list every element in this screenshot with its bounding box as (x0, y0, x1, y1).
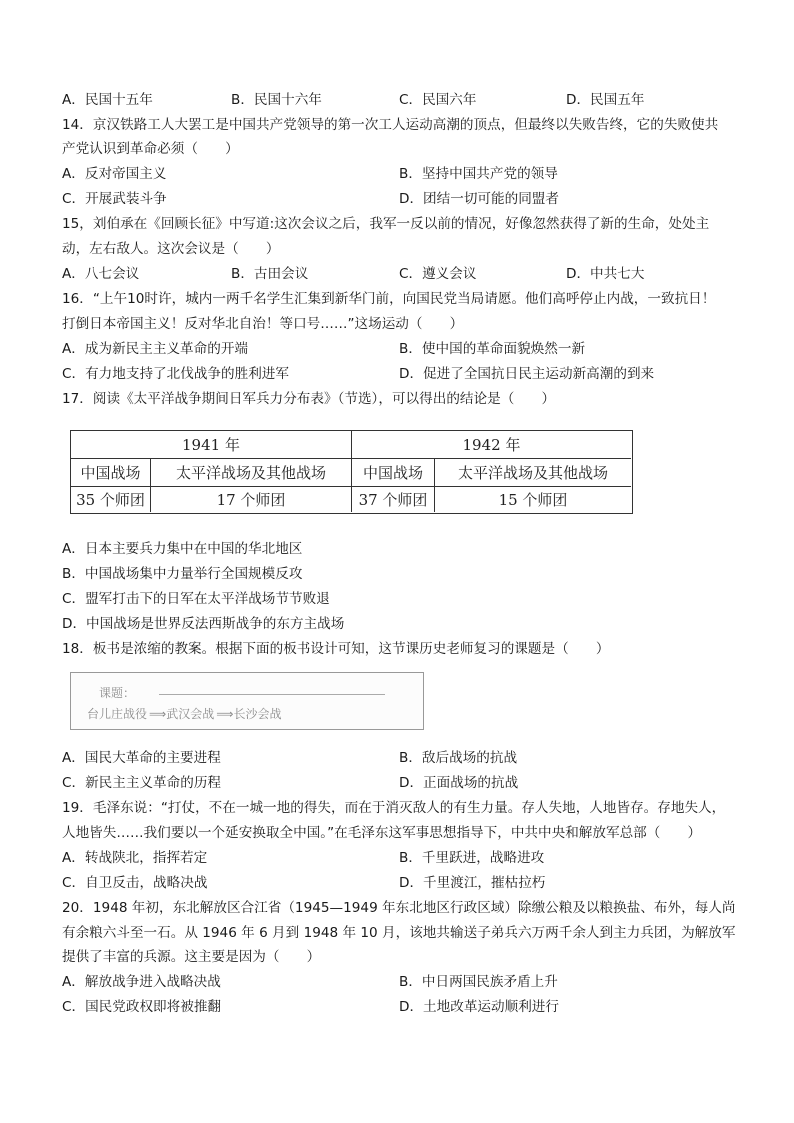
table-value-pacific-1941: 17 个师团 (151, 487, 352, 512)
q14-option-d: D．团结一切可能的同盟者 (399, 191, 559, 207)
table-value-china-1942: 37 个师团 (352, 487, 435, 512)
q17-option-d: D．中国战场是世界反法西斯战争的东方主战场 (62, 616, 345, 632)
q13-option-d: D．民国五年 (566, 92, 645, 108)
q15-option-d: D．中共七大 (566, 266, 645, 282)
board-title-blank (159, 694, 385, 695)
q19-option-b: B．千里跃进，战略进攻 (399, 850, 545, 866)
board-item-changsha: 长沙会战 (233, 707, 282, 721)
q20-stem-line2: 有余粮六斗至一石。从 1946 年 6 月到 1948 年 10 月，该地共输送子弟兵六万两千余人到主力兵团，为解放军 (62, 925, 736, 941)
arrow-icon: ⟹ (149, 707, 165, 721)
q14-option-c: C．开展武装斗争 (62, 191, 167, 207)
q16-option-c: C．有力地支持了北伐战争的胜利进军 (62, 366, 289, 382)
q13-option-a: A．民国十五年 (62, 92, 153, 108)
q17-option-c: C．盟军打击下的日军在太平洋战场节节败退 (62, 591, 330, 607)
q19-option-c: C．自卫反击，战略决战 (62, 875, 208, 891)
arrow-icon: ⟹ (216, 707, 232, 721)
q14-option-a: A．反对帝国主义 (62, 166, 167, 182)
q16-option-b: B．使中国的革命面貌焕然一新 (399, 341, 586, 357)
q16-stem-line1: 16．“上午10时许，城内一两千名学生汇集到新华门前，向国民党当局请愿。他们高呼停止内战，一致抗日！ (62, 291, 716, 307)
q16-option-a: A．成为新民主主义革命的开端 (62, 341, 249, 357)
q17-option-a: A．日本主要兵力集中在中国的华北地区 (62, 541, 303, 557)
q18-option-d: D．正面战场的抗战 (399, 775, 519, 791)
table-header-pacific-1941: 太平洋战场及其他战场 (151, 459, 352, 487)
board-sequence (87, 705, 281, 722)
q20-option-c: C．国民党政权即将被推翻 (62, 999, 222, 1015)
table-value-pacific-1942: 15 个师团 (498, 491, 568, 509)
q13-option-b: B．民国十六年 (231, 92, 322, 108)
q14-stem-line2: 产党认识到革命必须（ ） (62, 141, 239, 157)
table-year-1942: 1942 年 (352, 431, 631, 459)
table-year-1941: 1941 年 (71, 431, 352, 459)
q15-option-b: B．古田会议 (231, 266, 309, 282)
board-title-label: 课题： (99, 686, 136, 700)
q18-option-b: B．敌后战场的抗战 (399, 750, 518, 766)
q14-stem-line1: 14．京汉铁路工人大罢工是中国共产党领导的第一次工人运动高潮的顶点，但最终以失败告终，它的失败使共 (62, 117, 719, 133)
q18-option-a: A．国民大革命的主要进程 (62, 750, 221, 766)
board-item-wuhan: 武汉会战 (166, 707, 215, 721)
table-header-china-1941: 中国战场 (71, 459, 151, 487)
board-item-taierzhuang: 台儿庄战役 (87, 707, 148, 721)
q17-stem: 17．阅读《太平洋战争期间日军兵力分布表》（节选），可以得出的结论是（ ） (62, 391, 556, 407)
q18-stem: 18．板书是浓缩的教案。根据下面的板书设计可知，这节课历史老师复习的课题是（ ） (62, 641, 610, 657)
table-value-china-1941: 35 个师团 (71, 487, 151, 512)
q19-option-a: A．转战陕北，指挥若定 (62, 850, 208, 866)
blackboard-design (70, 672, 424, 730)
q18-option-c: C．新民主主义革命的历程 (62, 775, 222, 791)
q19-option-d: D．千里渡江，摧枯拉朽 (399, 875, 546, 891)
q15-option-c: C．遵义会议 (399, 266, 477, 282)
q16-option-d: D．促进了全国抗日民主运动新高潮的到来 (399, 366, 655, 382)
q15-option-a: A．八七会议 (62, 266, 140, 282)
q19-stem-line1: 19．毛泽东说：“打仗，不在一城一地的得失，而在于消灭敌人的有生力量。存人失地，人地皆存。存地失人， (62, 800, 726, 816)
q17-option-b: B．中国战场集中力量举行全国规模反攻 (62, 566, 303, 582)
q16-stem-line2: 打倒日本帝国主义！反对华北自治！等口号……”这场运动（ ） (62, 316, 464, 332)
table-header-pacific-1942: 太平洋战场及其他战场 (435, 459, 631, 487)
q20-stem-line1: 20．1948 年初，东北解放区合江省（1945—1949 年东北地区行政区域）除缴公粮及以粮换盐、布外，每人尚 (62, 900, 736, 916)
q20-option-a: A．解放战争进入战略决战 (62, 974, 221, 990)
q19-stem-line2: 人地皆失……我们要以一个延安换取全中国。”在毛泽东这军事思想指导下，中共中央和解放军总部（ ） (62, 825, 702, 841)
q15-stem-line1: 15，刘伯承在《回顾长征》中写道:这次会议之后，我军一反以前的情况，好像忽然获得了新的生命，处处主 (62, 216, 710, 232)
q20-stem-line3: 提供了丰富的兵源。这主要是因为（ ） (62, 949, 321, 965)
q14-option-b: B．坚持中国共产党的领导 (399, 166, 558, 182)
q15-stem-line2: 动，左右敌人。这次会议是（ ） (62, 241, 280, 257)
q13-option-c: C．民国六年 (399, 92, 477, 108)
q20-option-b: B．中日两国民族矛盾上升 (399, 974, 558, 990)
table-header-china-1942: 中国战场 (352, 459, 435, 487)
troop-distribution-table (70, 430, 633, 514)
q20-option-d: D．土地改革运动顺利进行 (399, 999, 559, 1015)
